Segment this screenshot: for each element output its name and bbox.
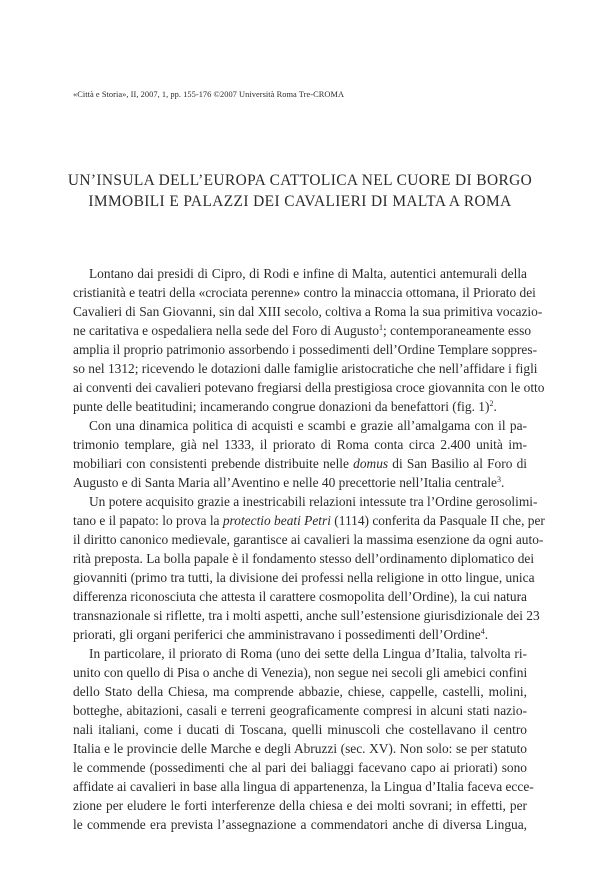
text-line: Lontano dai presidi di Cipro, di Rodi e infine di Malta, autentici antemurali della [89, 266, 527, 281]
article-title-line-2: IMMOBILI E PALAZZI DEI CAVALIERI DI MALTA A ROMA [88, 193, 512, 210]
text-line: amplia il proprio patrimonio assorbendo i possedimenti dell’Ordine Templare soppres- [73, 342, 538, 358]
text-line: zione per eludere le forti interferenze della chiesa e dei molti sovrani; in effetti, per [73, 798, 527, 814]
footnote-ref[interactable]: 2 [489, 399, 494, 409]
text-line: nali italiani, come i ducati di Toscana, quelli minuscoli che costellavano il centro [73, 722, 527, 738]
text-line: ne caritativa e ospedaliera nella sede del Foro di Augusto$^1$; contemporaneamente esso [73, 323, 532, 339]
text-line: giovanniti (primo tra tutti, la divisione dei professi nella religione in otto lingue, unica [73, 570, 535, 586]
text-line: il diritto canonico medievale, garantisce ai cavalieri la massima esenzione da ogni auto- [73, 532, 544, 548]
text-line: cristianità e teatri della «crociata perenne» contro la minaccia ottomana, il Priorato dei [73, 285, 536, 301]
text-line: dello Stato della Chiesa, ma comprende abbazie, chiese, cappelle, castelli, molini, [73, 684, 527, 700]
text-line: rità preposta. La bolla papale è il fondamento stesso dell’ordinamento diplomatico dei [73, 551, 535, 567]
text-line: Un potere acquisito grazie a inestricabili relazioni intessute tra l’Ordine gerosolimi- [89, 494, 538, 510]
footnote-ref[interactable]: 4 [480, 627, 485, 637]
article-title-line-1: UN’INSULA DELL’EUROPA CATTOLICA NEL CUORE DI BORGO [67, 172, 533, 189]
text-line: ai conventi dei cavalieri potevano fregiarsi della prestigiosa croce giovannita con le otto [73, 380, 545, 396]
text-line: unito con quello di Pisa o anche di Venezia), non segue nei secoli gli amebici confini [73, 665, 528, 681]
text-line: trimonio templare, già nel 1333, il priorato di Roma conta circa 2.400 unità im- [73, 437, 527, 453]
running-head: «Città e Storia», II, 2007, 1, pp. 155-176 ©2007 Università Roma Tre-CROMA [73, 90, 345, 99]
footnote-ref[interactable]: 3 [497, 475, 501, 485]
text-line: mobiliari con consistenti prebende distribuite nelle domus di San Basilio al Foro di [73, 456, 527, 472]
text-line: tano e il papato: lo prova la protectio beati Petri (1114) conferita da Pasquale II che, per [73, 513, 545, 529]
text-line: differenza riconosciuta che attesta il carattere cosmopolita dell’Ordine), la cui natura [73, 589, 527, 605]
text-line: punte delle beatitudini; incamerando congrue donazioni da benefattori (fig. 1)$^2$. [73, 399, 497, 415]
article-body [73, 264, 545, 834]
text-line: le commende era prevista l’assegnazione a commendatori anche di diversa Lingua, [73, 817, 527, 833]
text-line: Italia e le provincie delle Marche e degli Abruzzi (sec. XV). Non solo: se per statuto [73, 741, 527, 757]
text-line: Cavalieri di San Giovanni, sin dal XIII secolo, coltiva a Roma la sua primitiva vocazio- [73, 304, 543, 320]
emphasis: protectio beati Petri [222, 513, 331, 529]
text-line: transnazionale si riflette, tra i molti aspetti, anche sull’estensione giurisdizionale dei 23 [73, 608, 540, 624]
text-line: le commende (possedimenti che al pari dei baliaggi facevano capo ai priorati) sono [73, 760, 527, 776]
text-line: so nel 1312; ricevendo le dotazioni dalle famiglie aristocratiche che nell’affidare i figli [73, 361, 538, 377]
text-line: priorati, gli organi periferici che amministravano i possedimenti dell’Ordine$^4$. [73, 627, 489, 643]
text-line: In particolare, il priorato di Roma (uno dei sette della Lingua d’Italia, talvolta ri- [89, 646, 527, 662]
text-line: affidate ai cavalieri in base alla lingua di appartenenza, la Lingua d’Italia faceva ecce- [73, 779, 534, 795]
emphasis: domus [353, 456, 389, 472]
text-line: Con una dinamica politica di acquisti e scambi e grazie all’amalgama con il pa- [89, 418, 527, 434]
text-line: botteghe, abitazioni, casali e terreni geograficamente compresi in alcuni stati nazio- [73, 703, 527, 719]
text-line: Augusto e di Santa Maria all’Aventino e nelle 40 precettorie nell’Italia centrale$^3$. [73, 475, 505, 491]
footnote-ref[interactable]: 1 [379, 323, 384, 333]
